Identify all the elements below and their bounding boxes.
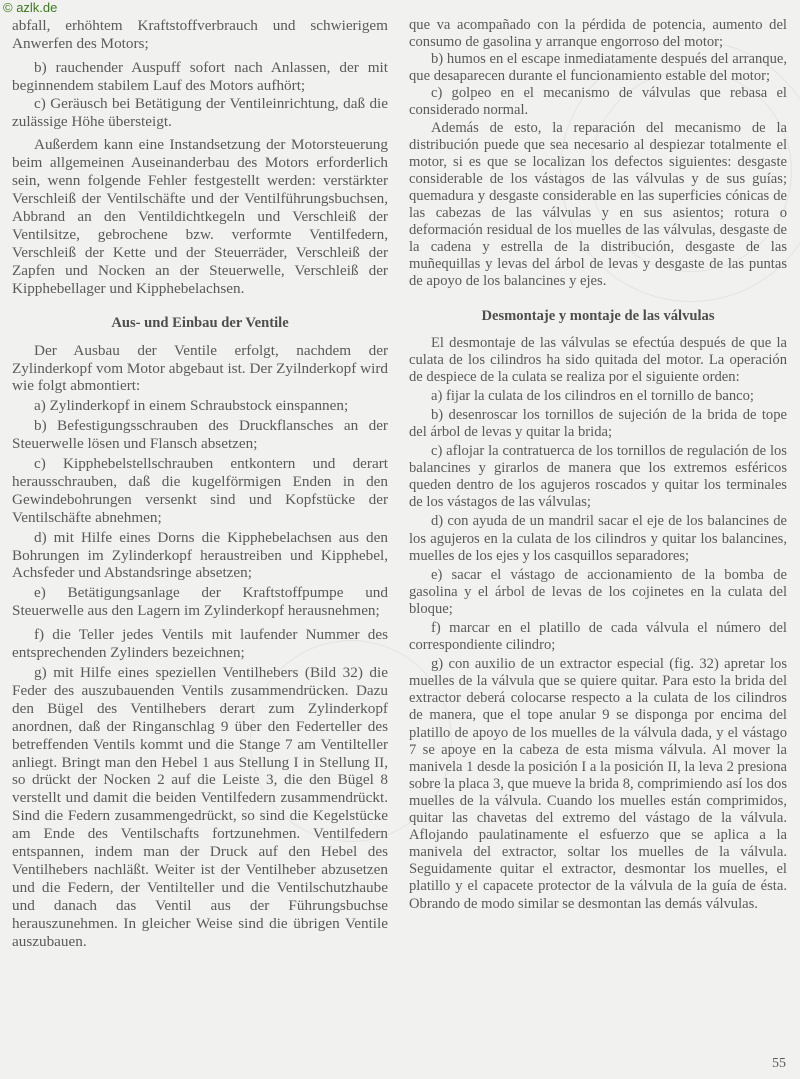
- list-item: e) Betätigungsanlage der Kraftstoffpumpe und Steuerwelle aus den Lagern im Zylinderkopf herausnehmen;: [12, 584, 388, 620]
- list-item: b) desenroscar los tornillos de sujeción de la brida de tope del árbol de levas y quitar la brida;: [409, 406, 787, 440]
- list-item: c) aflojar la contratuerca de los tornillos de regulación de los balancines y girarlos de manera que los extremos esféricos queden dentro de los agujeros roscados y quitar los terminales de los vástagos de las válvulas;: [409, 443, 787, 511]
- paragraph: Der Ausbau der Ventile erfolgt, nachdem der Zylinderkopf vom Motor abgebaut ist. Der Zyilnderkopf wird wie folgt abmontiert:: [12, 341, 388, 395]
- list-item: b) Befestigungsschrauben des Druckflansches an der Steuerwelle lösen und Flansch absetzen;: [12, 417, 388, 453]
- paragraph: b) humos en el escape inmediatamente después del arranque, que desaparecen durante el funcionamiento estable del motor;: [409, 51, 787, 85]
- list-item: a) fijar la culata de los cilindros en el tornillo de banco;: [431, 387, 754, 404]
- list-item: d) con ayuda de un mandril sacar el eje de los balancines de los agujeros en la culata de los cilindros y quitar los balancines, muelles de los ejes y los casquillos separadores;: [409, 513, 787, 564]
- paragraph: c) golpeo en el mecanismo de válvulas que rebasa el considerado normal.: [409, 85, 787, 119]
- paragraph: Además de esto, la reparación del mecanismo de la distribución puede que sea necesario al despiezar totalmente el motor, si es que se localizan los defectos siguientes: desgaste considerable de los vástagos de las válvulas y de sus guías; quemadura y desgaste considerable en las superficies cónicas de las cabezas de las válvulas y en sus asientos; rotura o deformación residual de los muelles de las válvulas, desgaste de la cadena y estrella de la distribución, desgaste de las muñequillas y levas del árbol de levas y desgaste de las puntas de apoyo de los balancines y ejes.: [409, 119, 787, 290]
- list-item: f) die Teller jedes Ventils mit laufender Nummer des entsprechenden Zylinders bezeichnen;: [12, 626, 388, 662]
- paragraph: Außerdem kann eine Instandsetzung der Motorsteuerung beim allgemeinen Auseinanderbau des Motors erforderlich sein, wenn folgende Fehler festgestellt werden: verstärkter Verschleiß der Ventilschäfte und der Ventilführungsbuchsen, Abbrand an den Ventildichtkegeln und Verschleiß der Ventilsitze, gebrochene bzw. verformte Ventilfedern, Verschleiß der Kette und der Steuerräder, Verschleiß der Zapfen und Nocken an der Steuerwelle, Verschleiß der Kipphebellager und Kipphebelachsen.: [12, 136, 388, 297]
- page-number: 55: [772, 1056, 786, 1071]
- german-column: [12, 17, 388, 951]
- paragraph: abfall, erhöhtem Kraftstoffverbrauch und schwierigem Anwerfen des Motors;: [12, 17, 388, 52]
- list-item: d) mit Hilfe eines Dorns die Kipphebelachsen aus den Bohrungen im Zylinderkopf heraustreiben und Kipphebel, Achsfeder und Abstandsringe absetzen;: [12, 528, 388, 582]
- list-item: g) con auxilio de un extractor especial (fig. 32) apretar los muelles de la válvula que se quiere quitar. Para esto la brida del extractor deberá colocarse respecto a la culata de los cilindros de manera, que el tope anular 9 se disponga por encima del platillo de apoyo de los muelles de la válvula dada, y el vástago 7 se apoye en la cabeza de esta misma válvula. Al mover la manivela 1 desde la posición I a la posición II, la leva 2 presiona sobre la placa 3, que mueve la brida 8, comprimiendo así los dos muelles de la válvula. Cuando los muelles están comprimidos, quitar las chavetas del extremo del vástago de la válvula. Aflojando paulatinamente el esfuerzo que se aplica a la manivela del extractor, soltar los muelles de la válvula. Seguidamente quitar el extractor, desmontar los muelles, el platillo y el capacete protector de la válvula de la guía de ésta. Obrando de modo similar se desmontan las demás válvulas.: [409, 656, 787, 912]
- paragraph: El desmontaje de las válvulas se efectúa después de que la culata de los cilindros ha sido quitada del motor. La operación de despiece de la culata se realiza por el siguiente orden:: [409, 334, 787, 385]
- list-item: c) Kipphebelstellschrauben entkontern und derart herausschrauben, daß die kugelförmigen Enden in den Gewindebohrungen versenkt sind und Kopfstücke der Ventilschäfte abnehmen;: [12, 455, 388, 526]
- paragraph: que va acompañado con la pérdida de potencia, aumento del consumo de gasolina y arranque engorroso del motor;: [409, 17, 787, 51]
- section-heading: Aus- und Einbau der Ventile: [111, 314, 289, 331]
- list-item: f) marcar en el platillo de cada válvula el número del correspondiente cilindro;: [409, 620, 787, 654]
- list-item: e) sacar el vástago de accionamiento de la bomba de gasolina y el árbol de levas de los cojinetes en la culata del bloque;: [409, 566, 787, 617]
- list-item: g) mit Hilfe eines speziellen Ventilhebers (Bild 32) die Feder des auszubauenden Ventils zusammendrücken. Dazu den Bügel des Ventilhebers derart zum Zylinderkopf anordnen, daß der Ringanschlag 9 über den Federteller des betreffenden Ventils kommt und die Stange 7 am Ventilteller anliegt. Bringt man den Hebel 1 aus Stellung I in Stellung II, so drückt der Nocken 2 auf die Leiste 3, die den Bügel 8 verstellt und damit die beiden Ventilfedern zusammendrückt. Sind die Federn zusammengedrückt, so sind die Kegelstücke am Ende des Ventilschafts fortzunehmen. Ventilfedern entspannen, indem man der Druck auf den Hebel des Ventilhebers nachläßt. Weiter ist der Ventilheber abzusetzen und die Federn, der Ventilteller und die Ventilschutzhaube und danach das Ventil aus der Führungsbuchse herauszunehmen. In gleicher Weise sind die übrigen Ventile auszubauen.: [12, 664, 388, 950]
- paragraph: b) rauchender Auspuff sofort nach Anlassen, der mit beginnendem stabilem Lauf des Motors aufhört;: [12, 58, 388, 94]
- paragraph: c) Geräusch bei Betätigung der Ventileinrichtung, daß die zulässige Höhe übersteigt.: [12, 94, 388, 130]
- section-heading: Desmontaje y montaje de las válvulas: [481, 307, 715, 324]
- watermark: © azlk.de: [3, 0, 61, 15]
- list-item: a) Zylinderkopf in einem Schraubstock einspannen;: [34, 397, 349, 415]
- spanish-column: [409, 17, 787, 913]
